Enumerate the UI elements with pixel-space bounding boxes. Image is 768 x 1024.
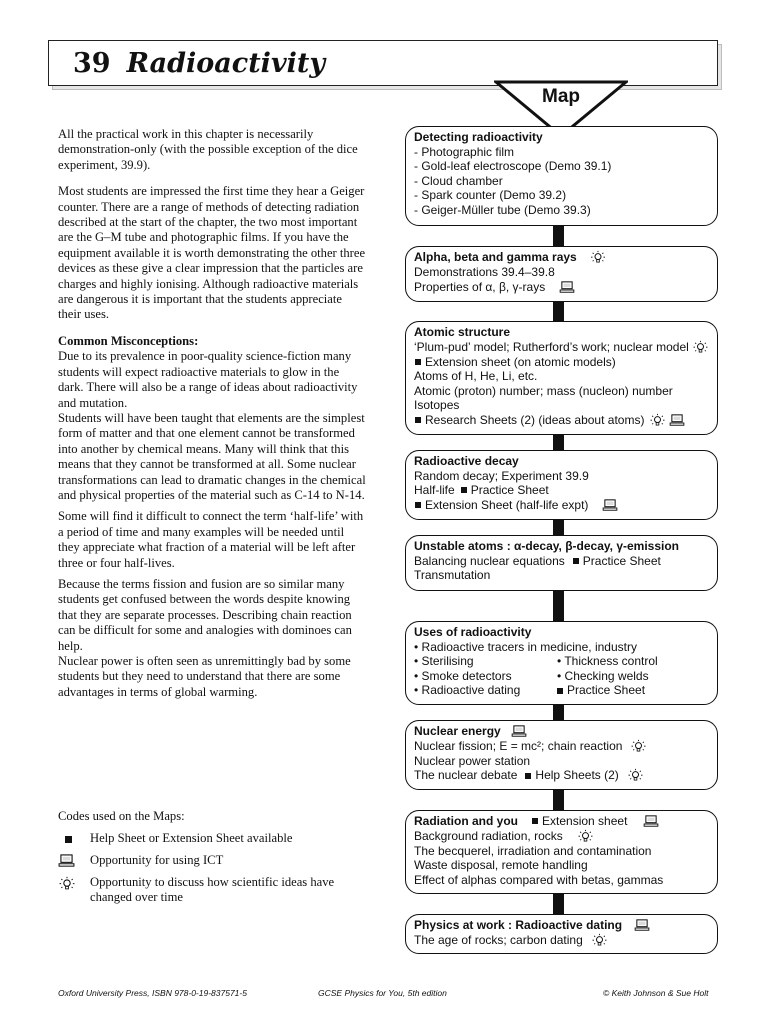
- square-bullet-icon: [573, 558, 579, 564]
- list-item: • Thickness control: [557, 654, 658, 669]
- list-item: Extension sheet: [542, 814, 628, 828]
- intro-paragraph-2: Most students are impressed the first time they hear a Geiger counter. There are a range of methods of detecting radiation described at the start of the chapter, the two most important are the G–M tube and photographic films. If you have the equipment available it is worth demonstrating the other three devices as these give a clear impression that the particles are charges and highly ionising. Although radioactive materials are dangerous it is important that the students appreciate their uses.: [58, 184, 366, 322]
- list-item: Extension Sheet (half-life expt): [425, 497, 589, 512]
- codes-heading: Codes used on the Maps:: [58, 809, 185, 823]
- misconception-3: Some will find it difficult to connect the term ‘half-life’ with a period of time and many examples will be needed until they appreciate what fraction of a material will be left after three or four half-lives.: [58, 509, 364, 570]
- square-bullet-icon: [532, 818, 538, 824]
- list-item: - Gold-leaf electroscope (Demo 39.1): [414, 159, 612, 174]
- list-item: Transmutation: [414, 568, 491, 583]
- computer-icon: [58, 854, 75, 867]
- box-detecting-radioactivity: [405, 126, 718, 226]
- lightbulb-icon: [692, 340, 709, 355]
- square-bullet-icon: [415, 359, 421, 365]
- list-item: Background radiation, rocks: [414, 828, 563, 843]
- list-item: Half-life: [414, 483, 455, 498]
- list-item: Random decay; Experiment 39.9: [414, 468, 589, 483]
- square-bullet-icon: [415, 417, 421, 423]
- box-nuclear-energy: [405, 720, 718, 790]
- list-item: Extension sheet (on atomic models): [425, 354, 616, 369]
- list-item: Nuclear power station: [414, 753, 531, 768]
- codes-legend: [58, 809, 358, 905]
- misconceptions-heading: Common Misconceptions:: [58, 333, 199, 348]
- list-item: Waste disposal, remote handling: [414, 858, 588, 873]
- list-item: Atomic (proton) number; mass (nucleon) number: [414, 383, 673, 398]
- box-title: Detecting radioactivity: [414, 130, 543, 144]
- misconception-4: Because the terms fission and fusion are so similar many students get confused between the words despite knowing that they are separate processes. Describing chain reaction can be difficult for some and analogies with dominoes can help.: [58, 576, 352, 653]
- computer-icon: [602, 499, 618, 511]
- list-item: ‘Plum-pud’ model; Rutherford’s work; nuclear model: [414, 339, 689, 354]
- box-title: Alpha, beta and gamma rays: [414, 250, 577, 265]
- list-item: Practice Sheet: [567, 683, 646, 698]
- square-bullet-icon: [65, 836, 72, 843]
- lightbulb-icon: [589, 250, 607, 265]
- box-radioactive-decay: [405, 450, 718, 520]
- intro-text: [58, 127, 366, 700]
- list-item: - Cloud chamber: [414, 173, 503, 188]
- square-bullet-icon: [525, 773, 531, 779]
- box-alpha-beta-gamma: [405, 246, 718, 302]
- square-bullet-icon: [557, 688, 563, 694]
- footer-book: GCSE Physics for You, 5th edition: [318, 988, 447, 998]
- list-item: - Photographic film: [414, 144, 515, 159]
- list-item: • Radioactive tracers in medicine, industry: [414, 639, 637, 654]
- list-item: - Spark counter (Demo 39.2): [414, 188, 567, 203]
- misconception-5: Nuclear power is often seen as unremittingly bad by some students but they need to understand that there are some advantages in terms of global warming.: [58, 654, 351, 699]
- list-item: Balancing nuclear equations: [414, 553, 565, 568]
- code-row-ideas: [58, 875, 358, 905]
- box-physics-at-work: [405, 914, 718, 954]
- box-title: Radiation and you: [414, 814, 519, 828]
- box-atomic-structure: [405, 321, 718, 435]
- list-item: Practice Sheet: [470, 483, 549, 498]
- list-item: - Geiger-Müller tube (Demo 39.3): [414, 202, 591, 217]
- lightbulb-icon: [591, 933, 608, 948]
- box-radiation-and-you: [405, 810, 718, 894]
- list-item: The nuclear debate: [414, 768, 518, 783]
- box-title: Radioactive decay: [414, 454, 519, 468]
- intro-paragraph-1: All the practical work in this chapter is necessarily demonstration-only (with the possible exception of the dice experiment, 39.9).: [58, 127, 358, 172]
- list-item: Practice Sheet: [582, 553, 661, 568]
- chapter-title: Radioactivity: [126, 47, 326, 79]
- code-row-sheet: [58, 831, 358, 846]
- list-item: • Smoke detectors: [414, 668, 512, 683]
- square-bullet-icon: [461, 487, 467, 493]
- list-item: • Radioactive dating: [414, 683, 521, 698]
- list-item: Demonstrations 39.4–39.8: [414, 265, 555, 279]
- list-item: Properties of α, β, γ-rays: [414, 279, 546, 294]
- computer-icon: [511, 725, 527, 737]
- lightbulb-icon: [58, 876, 76, 892]
- box-title: Physics at work : Radioactive dating: [414, 918, 623, 932]
- code-row-ict: [58, 853, 358, 868]
- list-item: The becquerel, irradiation and contamination: [414, 843, 652, 858]
- code-text-ict: Opportunity for using ICT: [90, 853, 224, 867]
- computer-icon: [634, 919, 650, 931]
- list-item: Research Sheets (2) (ideas about atoms): [425, 413, 645, 428]
- list-item: Effect of alphas compared with betas, gammas: [414, 872, 664, 887]
- code-text-ideas: Opportunity to discuss how scientific ideas have changed over time: [90, 875, 335, 904]
- lightbulb-icon: [630, 739, 647, 754]
- box-title: Nuclear energy: [414, 724, 501, 738]
- list-item: The age of rocks; carbon dating: [414, 932, 583, 947]
- computer-icon: [669, 414, 685, 426]
- box-title: Atomic structure: [414, 325, 511, 339]
- chapter-number: 39: [73, 47, 111, 79]
- list-item: • Sterilising: [414, 654, 474, 669]
- footer-publisher: Oxford University Press, ISBN 978-0-19-837571-5: [58, 988, 247, 998]
- list-item: Nuclear fission; E = mc²; chain reaction: [414, 738, 623, 753]
- box-title: Uses of radioactivity: [414, 625, 532, 639]
- list-item: Help Sheets (2): [535, 768, 619, 783]
- list-item: Isotopes: [414, 398, 460, 413]
- lightbulb-icon: [577, 829, 594, 844]
- box-unstable-atoms: [405, 535, 718, 591]
- lightbulb-icon: [649, 413, 666, 428]
- list-item: Atoms of H, He, Li, etc.: [414, 369, 538, 384]
- box-title: Unstable atoms : α-decay, β-decay, γ-emission: [414, 539, 680, 553]
- square-bullet-icon: [415, 502, 421, 508]
- computer-icon: [643, 815, 659, 827]
- computer-icon: [559, 281, 575, 293]
- misconception-1: Due to its prevalence in poor-quality science-fiction many students will expect radioactive materials to glow in the dark. There will also be a range of ideas about radioactivity and mutation.: [58, 349, 358, 410]
- map-label: Map: [542, 86, 580, 107]
- list-item: • Checking welds: [557, 668, 649, 683]
- box-uses-of-radioactivity: [405, 621, 718, 705]
- lightbulb-icon: [627, 768, 644, 783]
- misconception-2: Students will have been taught that elements are the simplest form of matter and that one element cannot be transformed into another by chemical means. Many will think that this means that they cannot be transformed at all. Some nuclear transformations can lead to dramatic changes in the chemical and physical properties of the material such as C-14 to N-14.: [58, 410, 366, 502]
- code-text-sheet: Help Sheet or Extension Sheet available: [90, 831, 293, 845]
- footer-authors: © Keith Johnson & Sue Holt: [603, 988, 709, 998]
